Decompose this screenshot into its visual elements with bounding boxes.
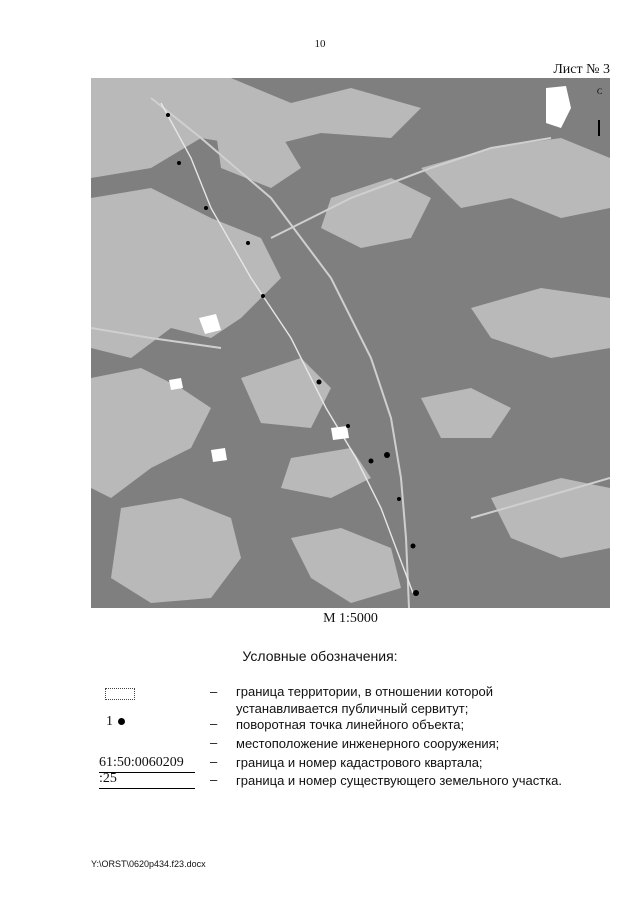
land-plot-number: :25 [99,771,195,789]
legend-item-structure-text: местоположение инженерного сооружения; [236,736,500,751]
legend-item-quarter-text: граница и номер кадастрового квартала; [236,755,483,770]
cadastral-quarter-number: 61:50:0060209 [99,755,195,773]
page-number: 10 [314,38,326,50]
legend-dash: – [210,735,218,750]
map-image [91,78,610,608]
north-arrow-letter: С [597,87,603,96]
legend-item-point-text: поворотная точка линейного объекта; [236,717,465,732]
sheet-label: Лист № 3 [553,62,610,77]
turning-point-number: 1 [106,714,113,729]
legend-item-boundary-line2: устанавливается публичный сервитут; [236,701,469,716]
legend-item-boundary-text [236,683,493,717]
satellite-map [91,78,610,608]
boundary-symbol-icon [105,688,135,700]
point-dot-icon [118,718,125,725]
scale-label: М 1:5000 [323,611,378,626]
file-path-footer: Y:\ORST\0620p434.f23.docx [91,859,206,869]
legend-item-boundary-line1: граница территории, в отношении которой [236,684,494,699]
turning-point-symbol [106,714,125,730]
legend-dash: – [210,716,218,731]
legend-dash: – [210,772,218,787]
legend-item-plot-text: граница и номер существующего земельного участка. [236,773,563,788]
legend-dash: – [210,684,218,699]
legend-title: Условные обозначения: [242,648,398,664]
legend-dash: – [210,754,218,769]
